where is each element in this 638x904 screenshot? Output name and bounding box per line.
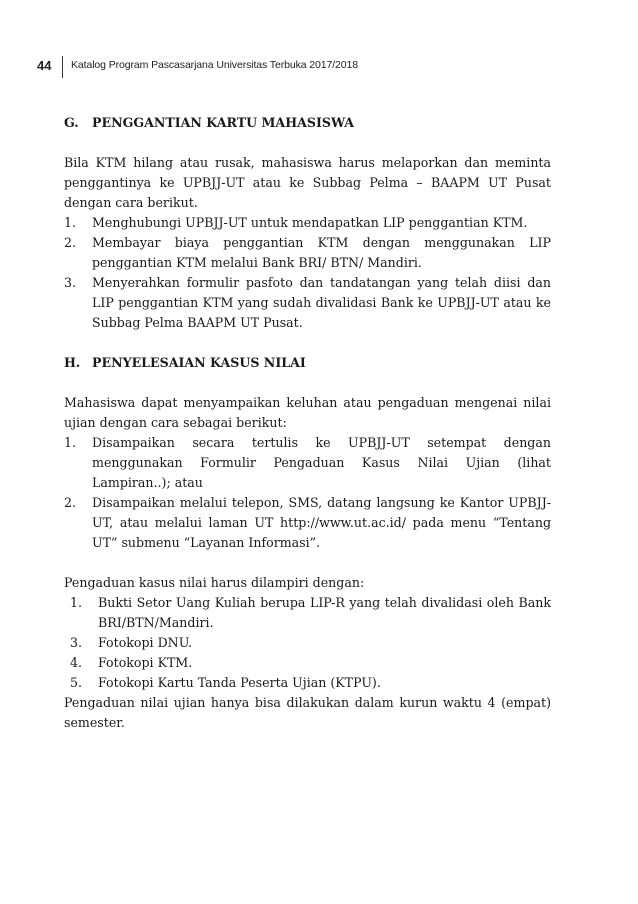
list-text: Menyerahkan formulir pasfoto dan tandatangan yang telah diisi dan LIP penggantian KTM yang sudah divalidasi Bank ke UPBJJ-UT atau ke Subbag Pelma BAAPM UT Pusat. <box>92 275 551 330</box>
list-item <box>64 633 551 653</box>
attachments-list <box>64 593 551 693</box>
list-text: Menghubungi UPBJJ-UT untuk mendapatkan LIP penggantian KTM. <box>92 215 528 230</box>
list-number: 1. <box>64 215 77 230</box>
list-number: 3. <box>64 275 77 290</box>
list-item <box>64 233 551 273</box>
list-text: Bukti Setor Uang Kuliah berupa LIP-R yang telah divalidasi oleh Bank BRI/BTN/Mandiri. <box>98 595 551 630</box>
list-number: 2. <box>64 235 77 250</box>
section-g-intro: Bila KTM hilang atau rusak, mahasiswa harus melaporkan dan meminta penggantinya ke UPBJJ-UT atau ke Subbag Pelma – BAAPM UT Pusat dengan cara berikut. <box>64 155 551 210</box>
list-item <box>64 433 551 493</box>
list-number: 5. <box>70 675 83 690</box>
page-number: 44 <box>37 58 52 73</box>
section-heading-g <box>64 113 551 133</box>
list-text: Fotokopi Kartu Tanda Peserta Ujian (KTPU). <box>98 675 381 690</box>
list-number: 1. <box>64 435 77 450</box>
list-number: 1. <box>70 595 83 610</box>
list-item <box>64 273 551 333</box>
section-h-methods <box>64 433 551 553</box>
list-item <box>64 213 551 233</box>
section-title: PENYELESAIAN KASUS NILAI <box>92 355 306 370</box>
running-title: Katalog Program Pascasarjana Universitas Terbuka 2017/2018 <box>71 59 359 71</box>
section-letter: H. <box>64 355 81 370</box>
section-heading-h <box>64 353 551 373</box>
section-h-intro: Mahasiswa dapat menyampaikan keluhan atau pengaduan mengenai nilai ujian dengan cara sebagai berikut: <box>64 395 551 430</box>
closing-note: Pengaduan nilai ujian hanya bisa dilakukan dalam kurun waktu 4 (empat) semester. <box>64 695 551 730</box>
list-text: Membayar biaya penggantian KTM dengan menggunakan LIP penggantian KTM melalui Bank BRI/ BTN/ Mandiri. <box>92 235 551 270</box>
list-number: 3. <box>70 635 83 650</box>
page-header <box>0 56 638 80</box>
list-item <box>64 653 551 673</box>
list-item <box>64 673 551 693</box>
list-text: Disampaikan secara tertulis ke UPBJJ-UT setempat dengan menggunakan Formulir Pengaduan Kasus Nilai Ujian (lihat Lampiran..); atau <box>92 435 551 490</box>
list-text: Disampaikan melalui telepon, SMS, datang langsung ke Kantor UPBJJ-UT, atau melalui laman UT http://www.ut.ac.id/ pada menu “Tentang UT” submenu “Layanan Informasi”. <box>92 495 551 550</box>
header-divider <box>62 56 63 78</box>
list-text: Fotokopi KTM. <box>98 655 193 670</box>
section-letter: G. <box>64 115 79 130</box>
list-number: 4. <box>70 655 83 670</box>
page-content <box>64 113 551 733</box>
list-item <box>64 493 551 553</box>
list-text: Fotokopi DNU. <box>98 635 193 650</box>
section-title: PENGGANTIAN KARTU MAHASISWA <box>92 115 355 130</box>
list-number: 2. <box>64 495 77 510</box>
list-item <box>64 593 551 633</box>
attachments-intro: Pengaduan kasus nilai harus dilampiri dengan: <box>64 575 365 590</box>
section-g-steps <box>64 213 551 333</box>
